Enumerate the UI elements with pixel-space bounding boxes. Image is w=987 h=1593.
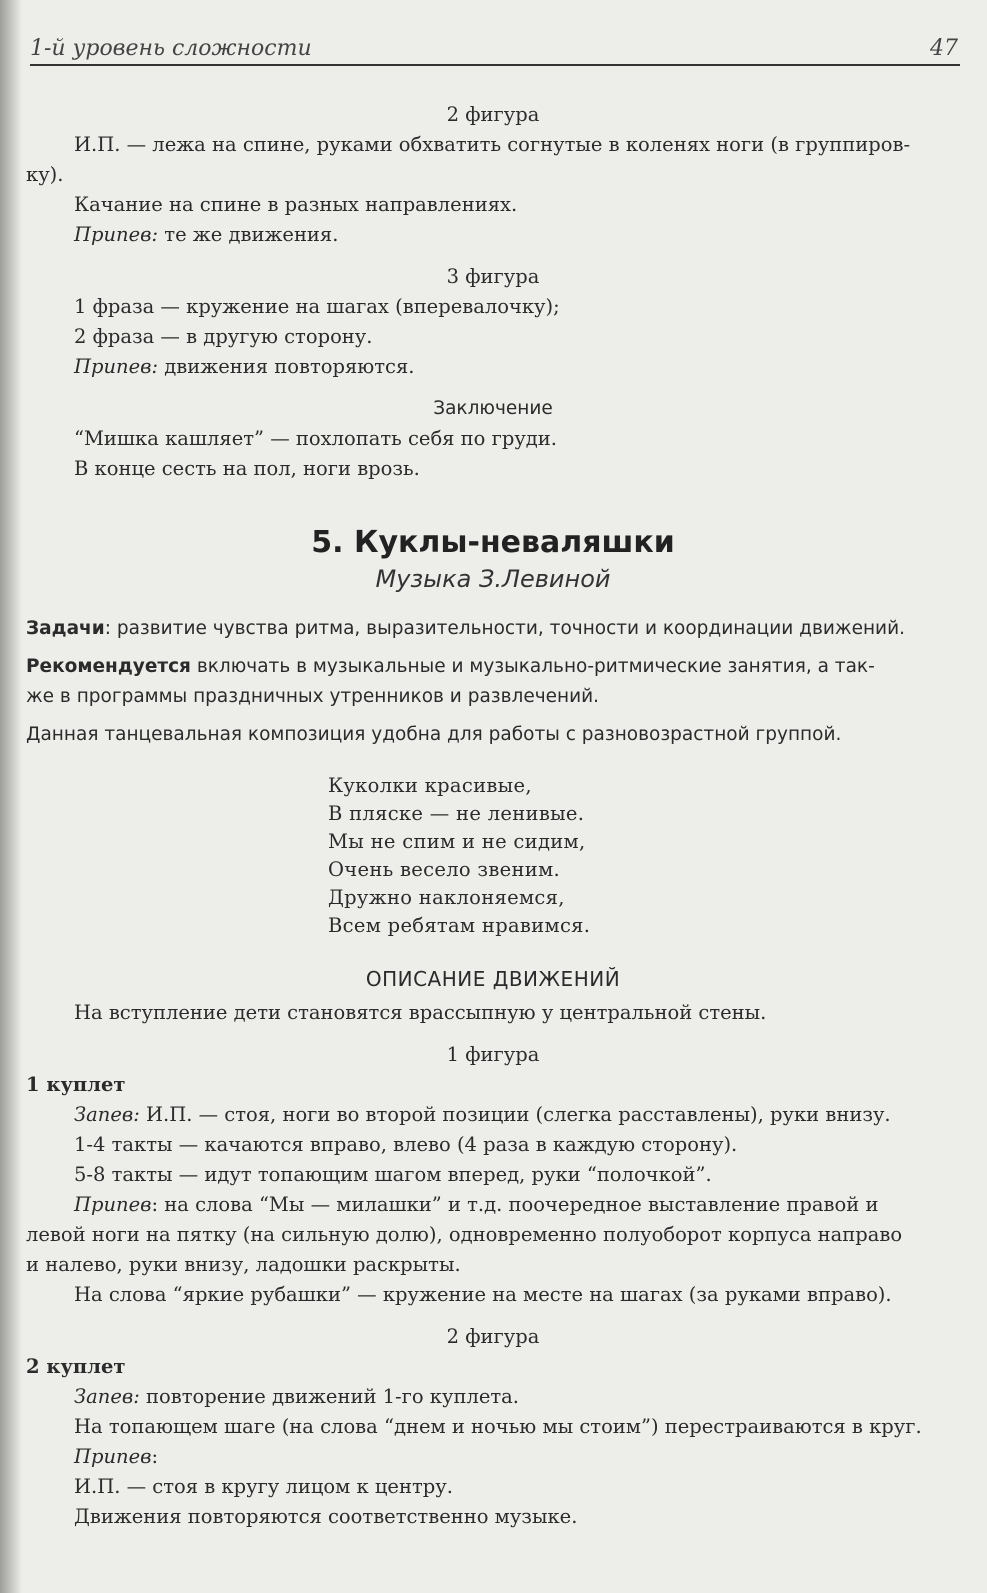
- paragraph: и налево, руки внизу, ладошки раскрыты.: [26, 1253, 461, 1276]
- page-content: [26, 100, 960, 1532]
- paragraph: “Мишка кашляет” — похлопать себя по груди.: [74, 427, 557, 450]
- running-header: [30, 28, 960, 66]
- section-subtitle: Музыка З.Левиной: [375, 565, 611, 593]
- chorus-label: Припев:: [74, 355, 159, 378]
- note-paragraph: Данная танцевальная композиция удобна для работы с разновозрастной группой.: [26, 724, 842, 745]
- tasks-paragraph: [26, 614, 960, 644]
- tasks-text: : развитие чувства ритма, выразительности, точности и координации движений.: [104, 618, 905, 639]
- verse-2-label: 2 куплет: [26, 1355, 126, 1378]
- figure-2-heading: 2 фигура: [446, 103, 540, 126]
- recommend-text: включать в музыкальные и музыкально-ритмические занятия, а так-: [190, 656, 875, 677]
- paragraph: ку).: [26, 163, 64, 186]
- figure-2b-heading: 2 фигура: [446, 1325, 540, 1348]
- paragraph: И.П. — стоя в кругу лицом к центру.: [74, 1475, 453, 1498]
- paragraph: 2 фраза — в другую сторону.: [74, 325, 373, 348]
- paragraph: 1-4 такты — качаются вправо, влево (4 раза в каждую сторону).: [74, 1133, 738, 1156]
- chorus-text: движения повторяются.: [158, 355, 415, 378]
- paragraph: На вступление дети становятся врассыпную у центральной стены.: [74, 1001, 767, 1024]
- chorus-text: : на слова “Мы — милашки” и т.д. поочередное выставление правой и: [151, 1193, 879, 1216]
- poem-line: В пляске — не ленивые.: [328, 802, 585, 825]
- verse-1-label: 1 куплет: [26, 1073, 126, 1096]
- poem-line: Мы не спим и не сидим,: [328, 830, 586, 853]
- paragraph: 5-8 такты — идут топающим шагом вперед, руки “полочкой”.: [74, 1163, 712, 1186]
- recommend-label: Рекомендуется: [26, 656, 191, 677]
- paragraph: И.П. — лежа на спине, руками обхватить согнутые в коленях ноги (в группиров-: [74, 133, 911, 156]
- zapev-line: [26, 1100, 960, 1130]
- poem-line: Всем ребятам нравимся.: [328, 914, 591, 937]
- section-title: 5. Куклы-неваляшки: [311, 525, 675, 560]
- chorus-line: [26, 1190, 960, 1220]
- zapev-text: повторение движений 1-го куплета.: [139, 1385, 519, 1408]
- chorus-label: Припев:: [74, 223, 159, 246]
- chorus-line: [26, 1442, 960, 1472]
- paragraph: Движения повторяются соответственно музыке.: [74, 1505, 578, 1528]
- page-number: 47: [930, 36, 958, 61]
- poem-line: Куколки красивые,: [328, 774, 532, 797]
- book-page: [26, 0, 966, 1593]
- paragraph: На топающем шаге (на слова “днем и ночью мы стоим”) перестраиваются в круг.: [74, 1415, 922, 1438]
- description-heading: ОПИСАНИЕ ДВИЖЕНИЙ: [365, 967, 621, 991]
- paragraph: 1 фраза — кружение на шагах (вперевалочку);: [74, 295, 560, 318]
- zapev-line: [26, 1382, 960, 1412]
- recommend-paragraph-cont: же в программы праздничных утренников и развлечений.: [26, 686, 600, 707]
- header-title: 1-й уровень сложности: [30, 36, 312, 61]
- poem-line: Дружно наклоняемся,: [328, 886, 565, 909]
- chorus-label: Припев: [74, 1193, 152, 1216]
- chorus-line: [26, 220, 960, 250]
- paragraph: На слова “яркие рубашки” — кружение на месте на шагах (за руками вправо).: [74, 1283, 892, 1306]
- poem: [328, 772, 960, 940]
- conclusion-heading: Заключение: [433, 398, 553, 419]
- page-binding-shadow: [0, 0, 22, 1593]
- paragraph: В конце сесть на пол, ноги врозь.: [74, 457, 420, 480]
- figure-1-heading: 1 фигура: [446, 1043, 540, 1066]
- zapev-label: Запев:: [74, 1385, 140, 1408]
- zapev-label: Запев:: [74, 1103, 140, 1126]
- chorus-line: [26, 352, 960, 382]
- paragraph: Качание на спине в разных направлениях.: [74, 193, 518, 216]
- chorus-label: Припев: [74, 1445, 152, 1468]
- poem-line: Очень весело звеним.: [328, 858, 561, 881]
- zapev-text: И.П. — стоя, ноги во второй позиции (слегка расставлены), руки внизу.: [139, 1103, 891, 1126]
- chorus-colon: :: [151, 1445, 159, 1468]
- recommend-paragraph: [26, 652, 960, 682]
- chorus-text: те же движения.: [158, 223, 339, 246]
- paragraph: левой ноги на пятку (на сильную долю), одновременно полуоборот корпуса направо: [26, 1223, 903, 1246]
- tasks-label: Задачи: [26, 618, 105, 639]
- figure-3-heading: 3 фигура: [446, 265, 540, 288]
